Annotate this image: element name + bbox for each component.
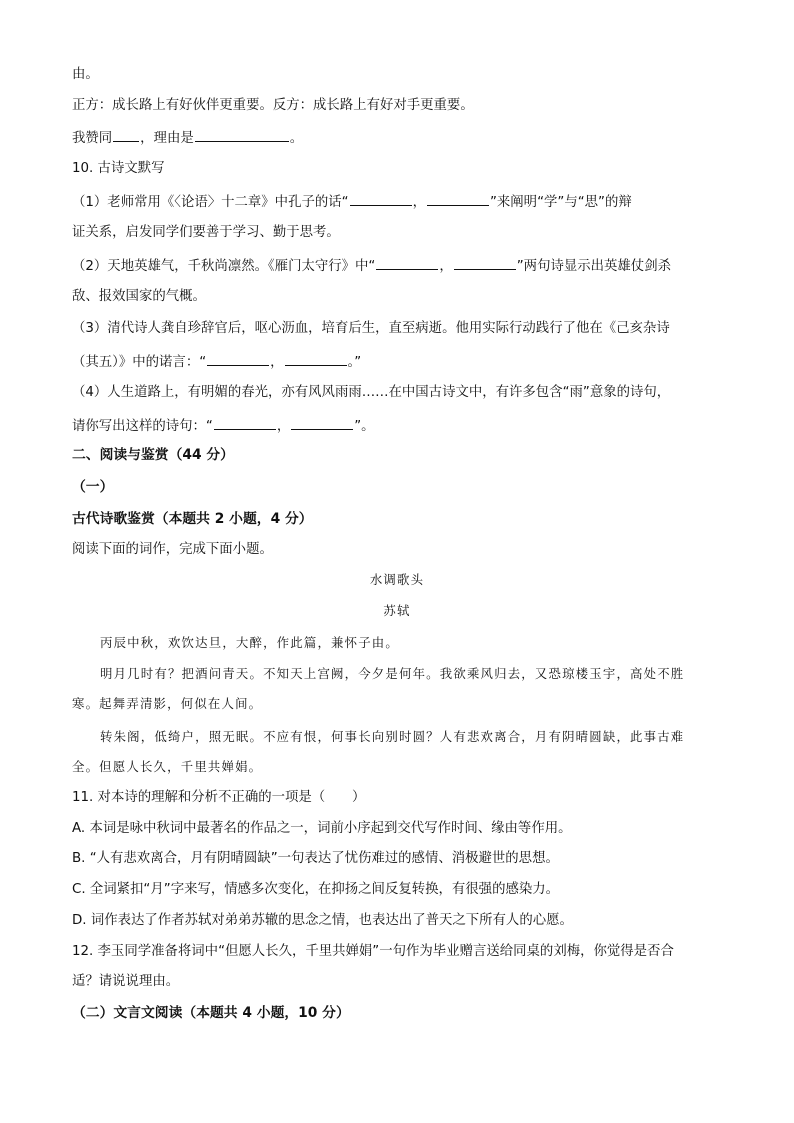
- q10-1-text: （1）老师常用《〈论语〉十二章》中孔子的话“: [72, 195, 349, 210]
- poem-stanza2-line1: 转朱阁，低绮户，照无眠。不应有恨，何事长向别时圆？人有悲欢离合，月有阴晴圆缺，此事古难: [100, 729, 685, 744]
- agree-text: 我赞同: [72, 131, 113, 146]
- q10-3-text: （其五）》中的诺言：“: [72, 355, 207, 370]
- q10-1-blank-b[interactable]: [427, 192, 489, 206]
- q10-item3: （3）清代诗人龚自珍辞官后，呕心沥血，培育后生，直至病逝。他用实际行动践行了他在《己亥杂诗: [72, 321, 670, 336]
- section-2-heading: 二、阅读与鉴赏（44 分）: [72, 447, 234, 463]
- agree-line: [72, 128, 303, 148]
- poem-title: 水调歌头: [369, 572, 425, 587]
- q10-2-sep: ，: [439, 259, 453, 274]
- q10-4-sep: ，: [276, 419, 291, 434]
- reading-instruction: 阅读下面的词作，完成下面小题。: [72, 542, 273, 557]
- q10-3-end: 。”: [347, 355, 362, 370]
- option-c[interactable]: C. 全词紧扣“月”字来写，情感多次变化，在抑扬之间反复转换，有很强的感染力。: [72, 882, 560, 897]
- option-b[interactable]: B. “人有悲欢离合，月有阴晴圆缺”一句表达了忧伤难过的感情、消极避世的思想。: [72, 851, 559, 866]
- q10-2-blank-a[interactable]: [376, 256, 438, 270]
- poem-stanza1-line2: 寒。起舞弄清影，何似在人间。: [72, 696, 263, 711]
- poem-preface: 丙辰中秋，欢饮达旦，大醉，作此篇，兼怀子由。: [100, 635, 399, 650]
- question-11: 11. 对本诗的理解和分析不正确的一项是（ ）: [72, 790, 366, 805]
- line-reason-end: 由。: [72, 67, 99, 82]
- classical-chinese-heading: （二）文言文阅读（本题共 4 小题，10 分）: [72, 1005, 350, 1021]
- q10-2-text-b: ”两句诗显示出英雄仗剑杀: [516, 259, 671, 274]
- reason-blank[interactable]: [195, 128, 289, 142]
- reason-text: ，理由是: [140, 131, 194, 146]
- q10-3-blank-a[interactable]: [207, 352, 269, 366]
- agree-end: 。: [289, 131, 304, 146]
- q10-4-end: ”。: [354, 419, 375, 434]
- q10-4-blank-a[interactable]: [214, 416, 276, 430]
- poem-stanza2-line2: 全。但愿人长久，千里共婵娟。: [72, 759, 263, 774]
- option-d[interactable]: D. 词作表达了作者苏轼对弟弟苏辙的思念之情，也表达出了普天之下所有人的心愿。: [72, 913, 573, 928]
- q10-item4-cont: [72, 416, 375, 436]
- q10-1-blank-a[interactable]: [350, 192, 412, 206]
- q10-item2: [72, 256, 671, 276]
- agree-blank[interactable]: [113, 128, 139, 142]
- option-a[interactable]: A. 本词是咏中秋词中最著名的作品之一，词前小序起到交代写作时间、缘由等作用。: [72, 821, 572, 836]
- subsection-1-label: （一）: [72, 479, 114, 495]
- q10-1-text-b: ”来阐明“学”与“思”的辩: [489, 195, 632, 210]
- poem-author: 苏轼: [383, 603, 411, 618]
- q10-4-text: 请你写出这样的诗句：“: [72, 419, 213, 434]
- q10-2-text: （2）天地英雄气，千秋尚凛然。《雁门太守行》中“: [72, 259, 376, 274]
- q10-4-blank-b[interactable]: [291, 416, 353, 430]
- poem-stanza1-line1: 明月几时有？把酒问青天。不知天上宫阙，今夕是何年。我欲乘风归去，又恐琼楼玉宇，高处不胜: [100, 666, 685, 681]
- debate-topic: 正方：成长路上有好伙伴更重要。反方：成长路上有好对手更重要。: [72, 98, 474, 113]
- q10-3-blank-b[interactable]: [285, 352, 347, 366]
- q10-1-sep: ，: [412, 195, 426, 210]
- q10-item2-cont: 敌、报效国家的气概。: [72, 289, 206, 304]
- q10-item1-cont: 证关系，启发同学们要善于学习、勤于思考。: [72, 225, 340, 240]
- ancient-poetry-heading: 古代诗歌鉴赏（本题共 2 小题，4 分）: [72, 511, 313, 527]
- question-10-title: 10. 古诗文默写: [72, 161, 165, 176]
- question-12-cont: 适？请说说理由。: [72, 974, 180, 989]
- q10-2-blank-b[interactable]: [454, 256, 516, 270]
- question-12: 12. 李玉同学准备将词中“但愿人长久，千里共婵娟”一句作为毕业赠言送给同桌的刘梅，你觉得是否合: [72, 944, 674, 959]
- q10-3-sep: ，: [270, 355, 284, 370]
- q10-item1: [72, 192, 632, 212]
- q10-item4: （4）人生道路上，有明媚的春光，亦有风风雨雨……在中国古诗文中，有许多包含“雨”意象的诗句，: [72, 385, 671, 400]
- q10-item3-cont: [72, 352, 361, 372]
